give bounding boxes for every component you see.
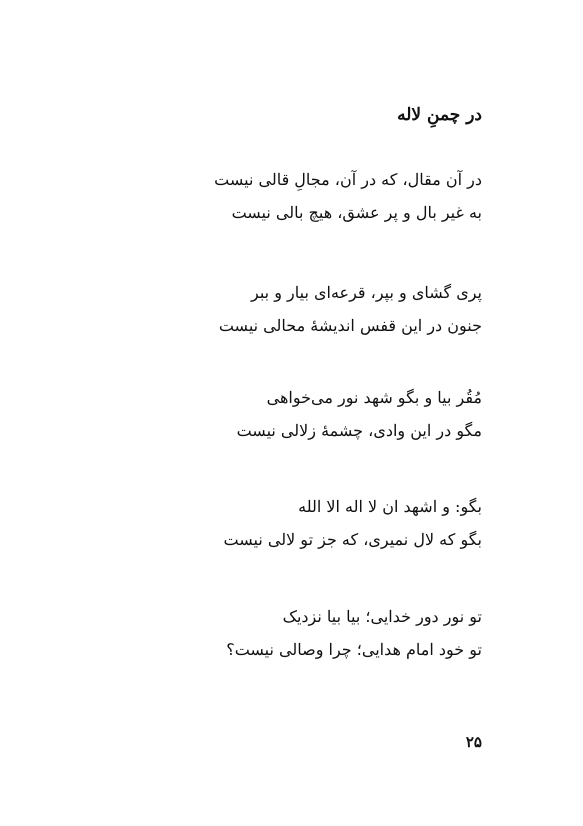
verse-line: پری گشای و بپر، قرعه‌ای بیار و ببر xyxy=(251,283,482,302)
verse-line: تو نور دور خدایی؛ بیا بیا نزدیک xyxy=(282,607,482,626)
verse-line: جنون در این قفس اندیشهٔ محالی نیست xyxy=(218,316,482,335)
stanza xyxy=(62,384,482,450)
verse-line: به غیر بال و پر عشق، هیچ بالی نیست xyxy=(231,203,482,222)
stanza xyxy=(62,493,482,559)
poem-title: در چمنِ لاله xyxy=(397,105,482,125)
stanza xyxy=(62,166,482,232)
verse-line: بگو که لال نمیری، که جز تو لالی نیست xyxy=(223,530,482,549)
page-number: ۲۵ xyxy=(465,733,482,751)
verse-line: مگو در این وادی، چشمهٔ زلالی نیست xyxy=(236,421,482,440)
verse-line: در آن مقال، که در آن، مجالِ قالی نیست xyxy=(214,170,482,189)
verse-line: مُقُر بیا و بگو شهد نور می‌خواهی xyxy=(266,388,482,407)
verse-line: تو خود امام هدایی؛ چرا وصالی نیست؟ xyxy=(226,640,482,659)
stanza xyxy=(62,603,482,669)
verse-line: بگو: و اشهد ان لا اله الا الله xyxy=(298,497,482,516)
stanza xyxy=(62,279,482,345)
